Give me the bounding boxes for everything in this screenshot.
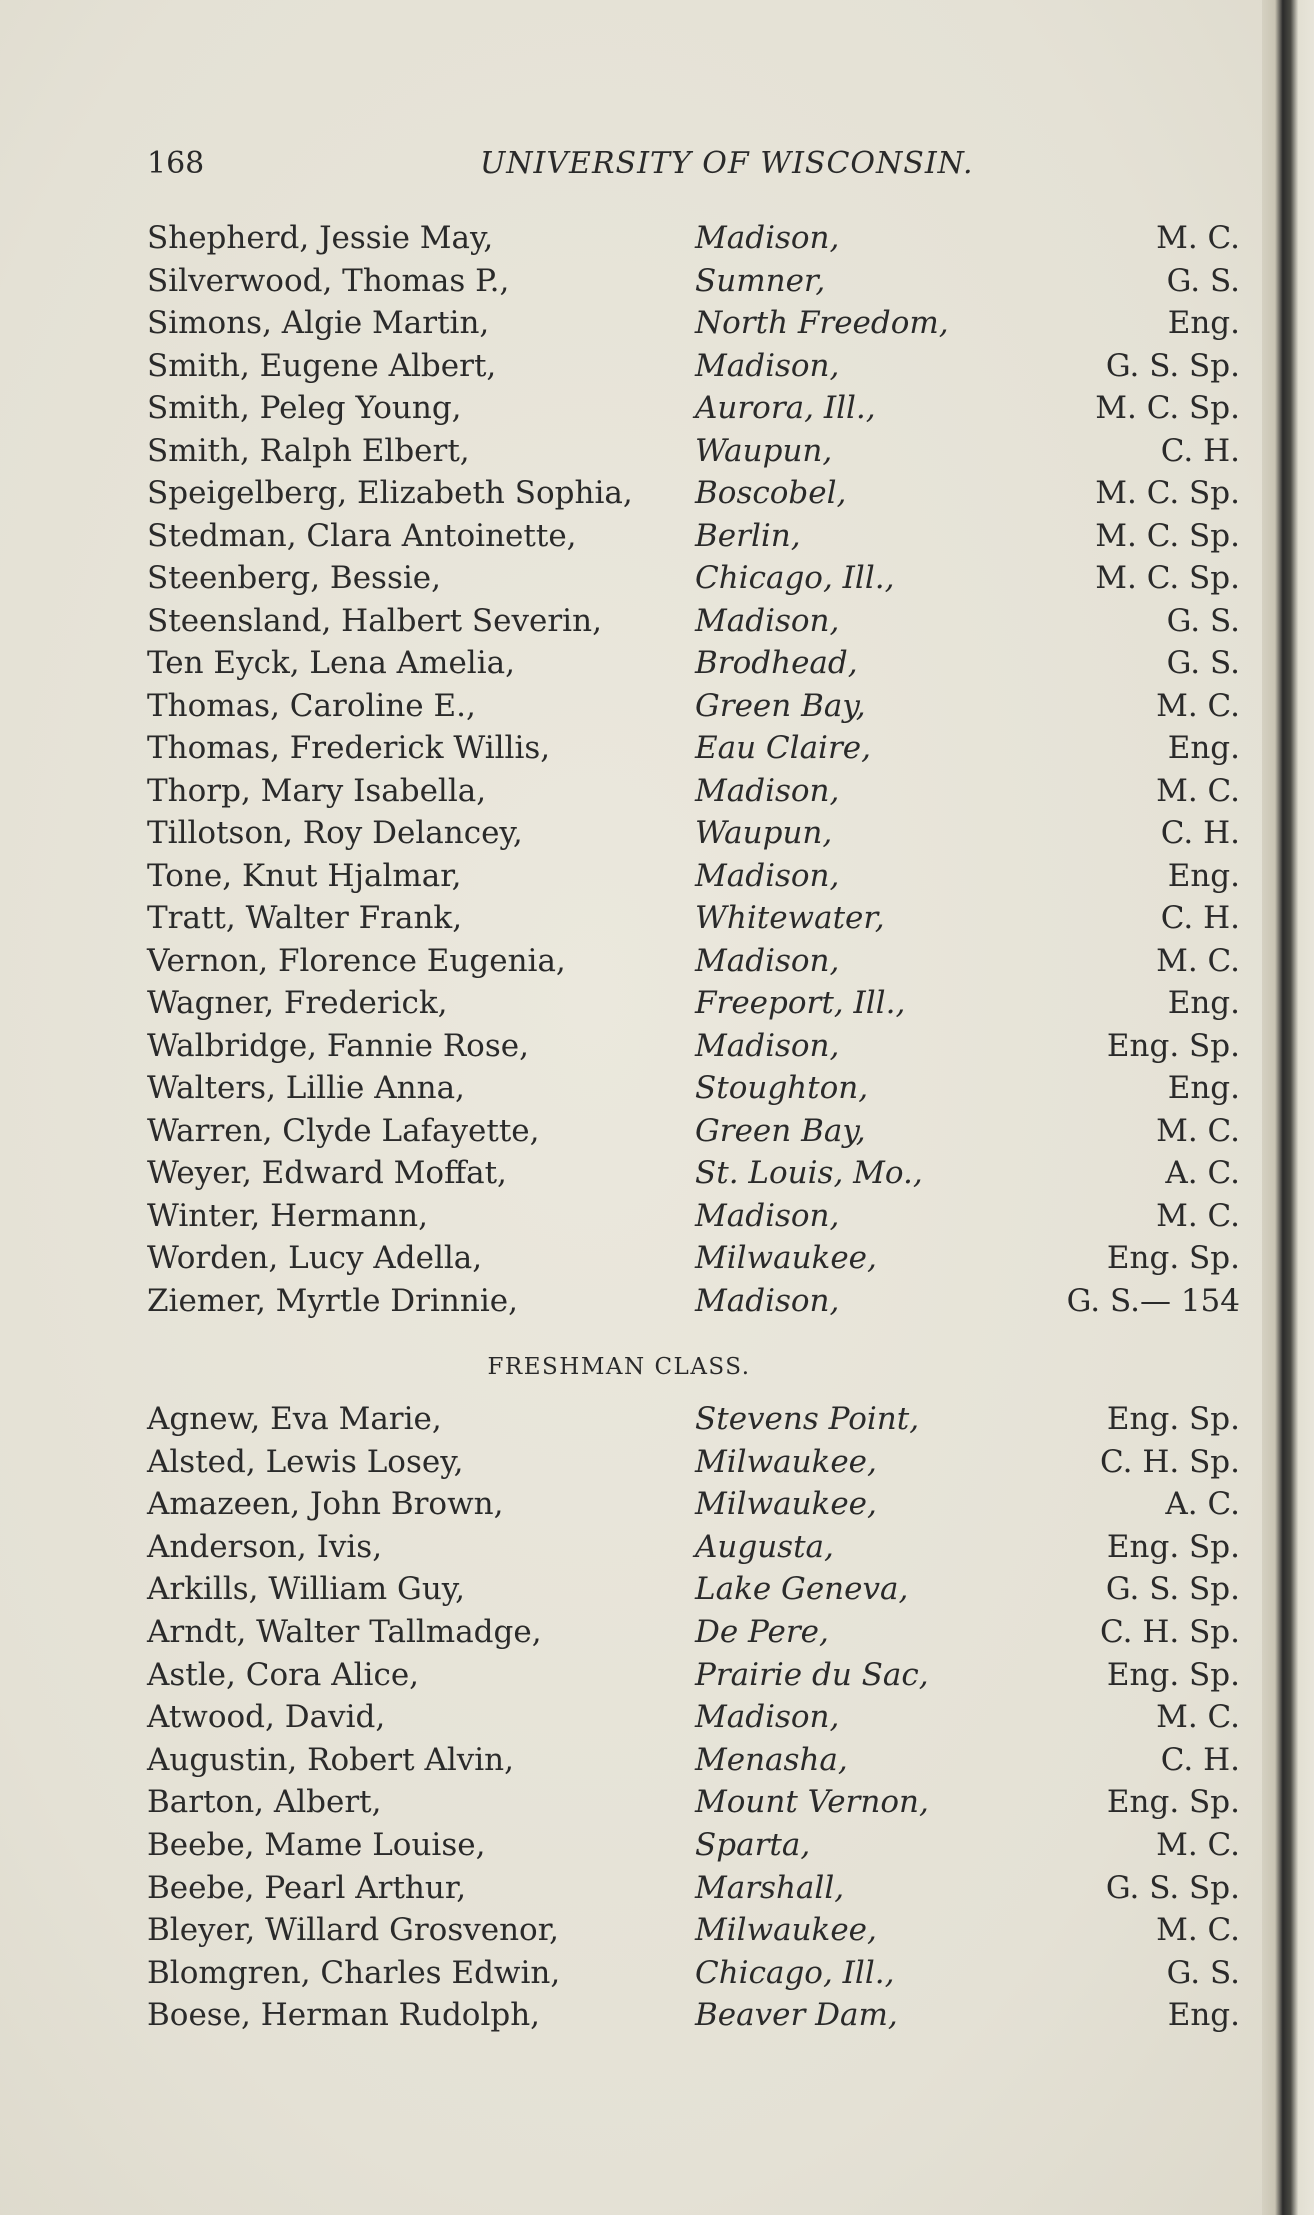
student-row	[0, 600, 1314, 642]
student-course: Eng.	[1167, 305, 1240, 341]
student-course: Eng.	[1167, 857, 1240, 894]
student-hometown: Beaver Dam,	[695, 1997, 898, 2034]
student-course: G. S. Sp.	[1105, 1571, 1240, 1608]
student-course: A. C.	[1165, 1155, 1240, 1191]
student-hometown: Madison,	[695, 220, 840, 256]
student-row	[0, 1909, 1314, 1951]
student-course: Eng.	[1167, 1070, 1240, 1106]
student-name: Thomas, Caroline E.,	[147, 687, 476, 724]
student-hometown: Madison,	[695, 1197, 840, 1234]
student-hometown: Milwaukee,	[695, 1912, 877, 1949]
student-course: C. H.	[1160, 815, 1240, 851]
student-row	[0, 472, 1314, 514]
student-name: Agnew, Eva Marie,	[147, 1401, 442, 1437]
student-row	[0, 1441, 1314, 1483]
student-name: Arkills, William Guy,	[147, 1571, 466, 1608]
student-row	[0, 812, 1314, 854]
student-row	[0, 430, 1314, 472]
student-hometown: Aurora, Ill.,	[695, 390, 876, 426]
student-course: M. C.	[1156, 687, 1240, 724]
student-name: Simons, Algie Martin,	[147, 305, 490, 341]
student-hometown: Madison,	[695, 772, 840, 809]
student-course: M. C.	[1156, 1827, 1240, 1863]
student-course: Eng. Sp.	[1106, 1528, 1240, 1565]
student-course: G. S.	[1166, 645, 1240, 681]
student-course: M. C.	[1156, 1699, 1240, 1736]
student-course: Eng. Sp.	[1106, 1784, 1240, 1821]
student-row	[0, 345, 1314, 387]
student-hometown: Chicago, Ill.,	[695, 560, 895, 596]
student-course: C. H.	[1160, 900, 1240, 936]
student-name: Silverwood, Thomas P.,	[147, 262, 510, 299]
student-row	[0, 1526, 1314, 1568]
student-name: Wagner, Frederick,	[147, 985, 448, 1021]
student-row	[0, 1280, 1314, 1322]
student-row	[0, 770, 1314, 812]
student-row	[0, 1110, 1314, 1152]
student-row	[0, 1483, 1314, 1525]
student-name: Anderson, Ivis,	[147, 1528, 383, 1565]
student-name: Winter, Hermann,	[147, 1197, 428, 1234]
student-hometown: Boscobel,	[695, 475, 847, 511]
student-course: G. S.	[1166, 262, 1240, 299]
student-name: Walters, Lillie Anna,	[147, 1070, 465, 1106]
student-name: Atwood, David,	[147, 1699, 386, 1736]
student-name: Astle, Cora Alice,	[147, 1656, 420, 1693]
student-hometown: Mount Vernon,	[695, 1784, 929, 1821]
student-name: Smith, Eugene Albert,	[147, 347, 497, 384]
freshman-class-heading: FRESHMAN CLASS.	[487, 1354, 751, 1380]
student-name: Tillotson, Roy Delancey,	[147, 815, 523, 851]
student-row	[0, 1195, 1314, 1237]
student-hometown: Stoughton,	[695, 1070, 869, 1106]
student-hometown: Eau Claire,	[695, 730, 871, 766]
student-name: Blomgren, Charles Edwin,	[147, 1954, 561, 1991]
student-hometown: Sparta,	[695, 1827, 811, 1863]
student-course: Eng.	[1167, 1997, 1240, 2034]
student-course: G. S. Sp.	[1105, 1869, 1240, 1906]
student-row	[0, 1952, 1314, 1994]
student-course: C. H. Sp.	[1100, 1443, 1240, 1480]
student-row	[0, 1568, 1314, 1610]
student-name: Steensland, Halbert Severin,	[147, 602, 602, 639]
student-row	[0, 260, 1314, 302]
student-course: M. C.	[1156, 1112, 1240, 1149]
student-row	[0, 642, 1314, 684]
student-name: Ten Eyck, Lena Amelia,	[147, 645, 515, 681]
student-name: Thomas, Frederick Willis,	[147, 730, 551, 766]
student-hometown: St. Louis, Mo.,	[695, 1155, 923, 1191]
student-course: C. H. Sp.	[1100, 1614, 1240, 1650]
student-name: Steenberg, Bessie,	[147, 560, 441, 596]
student-name: Shepherd, Jessie May,	[147, 220, 494, 256]
student-row	[0, 1781, 1314, 1823]
student-hometown: North Freedom,	[695, 305, 949, 341]
student-hometown: Freeport, Ill.,	[695, 985, 906, 1021]
student-row	[0, 1067, 1314, 1109]
student-row	[0, 557, 1314, 599]
student-row	[0, 515, 1314, 557]
student-hometown: Marshall,	[695, 1869, 845, 1906]
student-hometown: Green Bay,	[695, 687, 866, 724]
student-hometown: Madison,	[695, 602, 840, 639]
student-hometown: Madison,	[695, 857, 840, 894]
student-hometown: Whitewater,	[695, 900, 885, 936]
student-course: Eng. Sp.	[1106, 1240, 1240, 1276]
student-hometown: Menasha,	[695, 1741, 848, 1778]
student-hometown: Madison,	[695, 1282, 840, 1319]
student-name: Stedman, Clara Antoinette,	[147, 517, 577, 554]
student-name: Thorp, Mary Isabella,	[147, 772, 487, 809]
student-hometown: Lake Geneva,	[695, 1571, 909, 1608]
student-row	[0, 1739, 1314, 1781]
student-row	[0, 1654, 1314, 1696]
student-name: Smith, Ralph Elbert,	[147, 432, 470, 469]
student-hometown: Madison,	[695, 942, 840, 979]
student-row	[0, 855, 1314, 897]
student-name: Vernon, Florence Eugenia,	[147, 942, 566, 979]
student-hometown: Milwaukee,	[695, 1486, 877, 1523]
student-row	[0, 1611, 1314, 1653]
student-row	[0, 1398, 1314, 1440]
student-hometown: Waupun,	[695, 432, 833, 469]
student-name: Smith, Peleg Young,	[147, 390, 462, 426]
student-hometown: Milwaukee,	[695, 1240, 877, 1276]
page-header	[147, 146, 1247, 186]
student-row	[0, 387, 1314, 429]
running-title: UNIVERSITY OF WISCONSIN.	[480, 146, 974, 181]
student-row	[0, 302, 1314, 344]
student-row	[0, 1824, 1314, 1866]
student-course: C. H.	[1160, 1741, 1240, 1778]
student-course: M. C. Sp.	[1095, 517, 1240, 554]
student-row	[0, 1152, 1314, 1194]
student-hometown: Madison,	[695, 1027, 840, 1064]
student-name: Barton, Albert,	[147, 1784, 382, 1821]
student-course: M. C. Sp.	[1095, 390, 1240, 426]
student-hometown: Waupun,	[695, 815, 833, 851]
student-hometown: Prairie du Sac,	[695, 1656, 929, 1693]
student-course: C. H.	[1160, 432, 1240, 469]
student-name: Worden, Lucy Adella,	[147, 1240, 483, 1276]
student-hometown: De Pere,	[695, 1614, 829, 1650]
student-course: Eng.	[1167, 985, 1240, 1021]
student-name: Walbridge, Fannie Rose,	[147, 1027, 529, 1064]
student-row	[0, 1025, 1314, 1067]
student-hometown: Madison,	[695, 347, 840, 384]
student-row	[0, 1994, 1314, 2036]
student-course: Eng.	[1167, 730, 1240, 766]
student-name: Boese, Herman Rudolph,	[147, 1997, 541, 2034]
student-hometown: Chicago, Ill.,	[695, 1954, 895, 1991]
student-row	[0, 217, 1314, 259]
student-hometown: Stevens Point,	[695, 1401, 920, 1437]
student-name: Speigelberg, Elizabeth Sophia,	[147, 475, 633, 511]
student-course: G. S.	[1166, 1954, 1240, 1991]
student-course: M. C.	[1156, 772, 1240, 809]
student-hometown: Berlin,	[695, 517, 801, 554]
student-hometown: Green Bay,	[695, 1112, 866, 1149]
student-row	[0, 1696, 1314, 1738]
student-name: Arndt, Walter Tallmadge,	[147, 1614, 542, 1650]
student-course: G. S.	[1166, 602, 1240, 639]
student-name: Ziemer, Myrtle Drinnie,	[147, 1282, 518, 1319]
student-course: A. C.	[1165, 1486, 1240, 1523]
student-hometown: Madison,	[695, 1699, 840, 1736]
student-row	[0, 727, 1314, 769]
student-name: Amazeen, John Brown,	[147, 1486, 504, 1523]
student-hometown: Augusta,	[695, 1528, 834, 1565]
student-name: Tratt, Walter Frank,	[147, 900, 463, 936]
student-name: Bleyer, Willard Grosvenor,	[147, 1912, 559, 1949]
student-name: Beebe, Mame Louise,	[147, 1827, 486, 1863]
student-name: Weyer, Edward Moffat,	[147, 1155, 507, 1191]
student-course: M. C. Sp.	[1095, 475, 1240, 511]
student-name: Warren, Clyde Lafayette,	[147, 1112, 540, 1149]
student-course: Eng. Sp.	[1106, 1656, 1240, 1693]
student-course: M. C.	[1156, 942, 1240, 979]
student-row	[0, 1237, 1314, 1279]
student-course: Eng. Sp.	[1106, 1027, 1240, 1064]
student-row	[0, 1867, 1314, 1909]
student-course: M. C.	[1156, 1197, 1240, 1234]
student-row	[0, 982, 1314, 1024]
student-hometown: Sumner,	[695, 262, 826, 299]
student-course: M. C.	[1156, 220, 1240, 256]
student-name: Augustin, Robert Alvin,	[147, 1741, 514, 1778]
student-row	[0, 685, 1314, 727]
student-hometown: Brodhead,	[695, 645, 858, 681]
student-course: Eng. Sp.	[1106, 1401, 1240, 1437]
student-course: M. C.	[1156, 1912, 1240, 1949]
student-hometown: Milwaukee,	[695, 1443, 877, 1480]
student-name: Tone, Knut Hjalmar,	[147, 857, 462, 894]
student-name: Beebe, Pearl Arthur,	[147, 1869, 467, 1906]
student-row	[0, 897, 1314, 939]
student-row	[0, 940, 1314, 982]
page-number: 168	[147, 146, 205, 181]
student-course: G. S. Sp.	[1105, 347, 1240, 384]
student-name: Alsted, Lewis Losey,	[147, 1443, 464, 1480]
student-course: M. C. Sp.	[1095, 560, 1240, 596]
student-course: G. S.— 154	[1066, 1282, 1240, 1319]
